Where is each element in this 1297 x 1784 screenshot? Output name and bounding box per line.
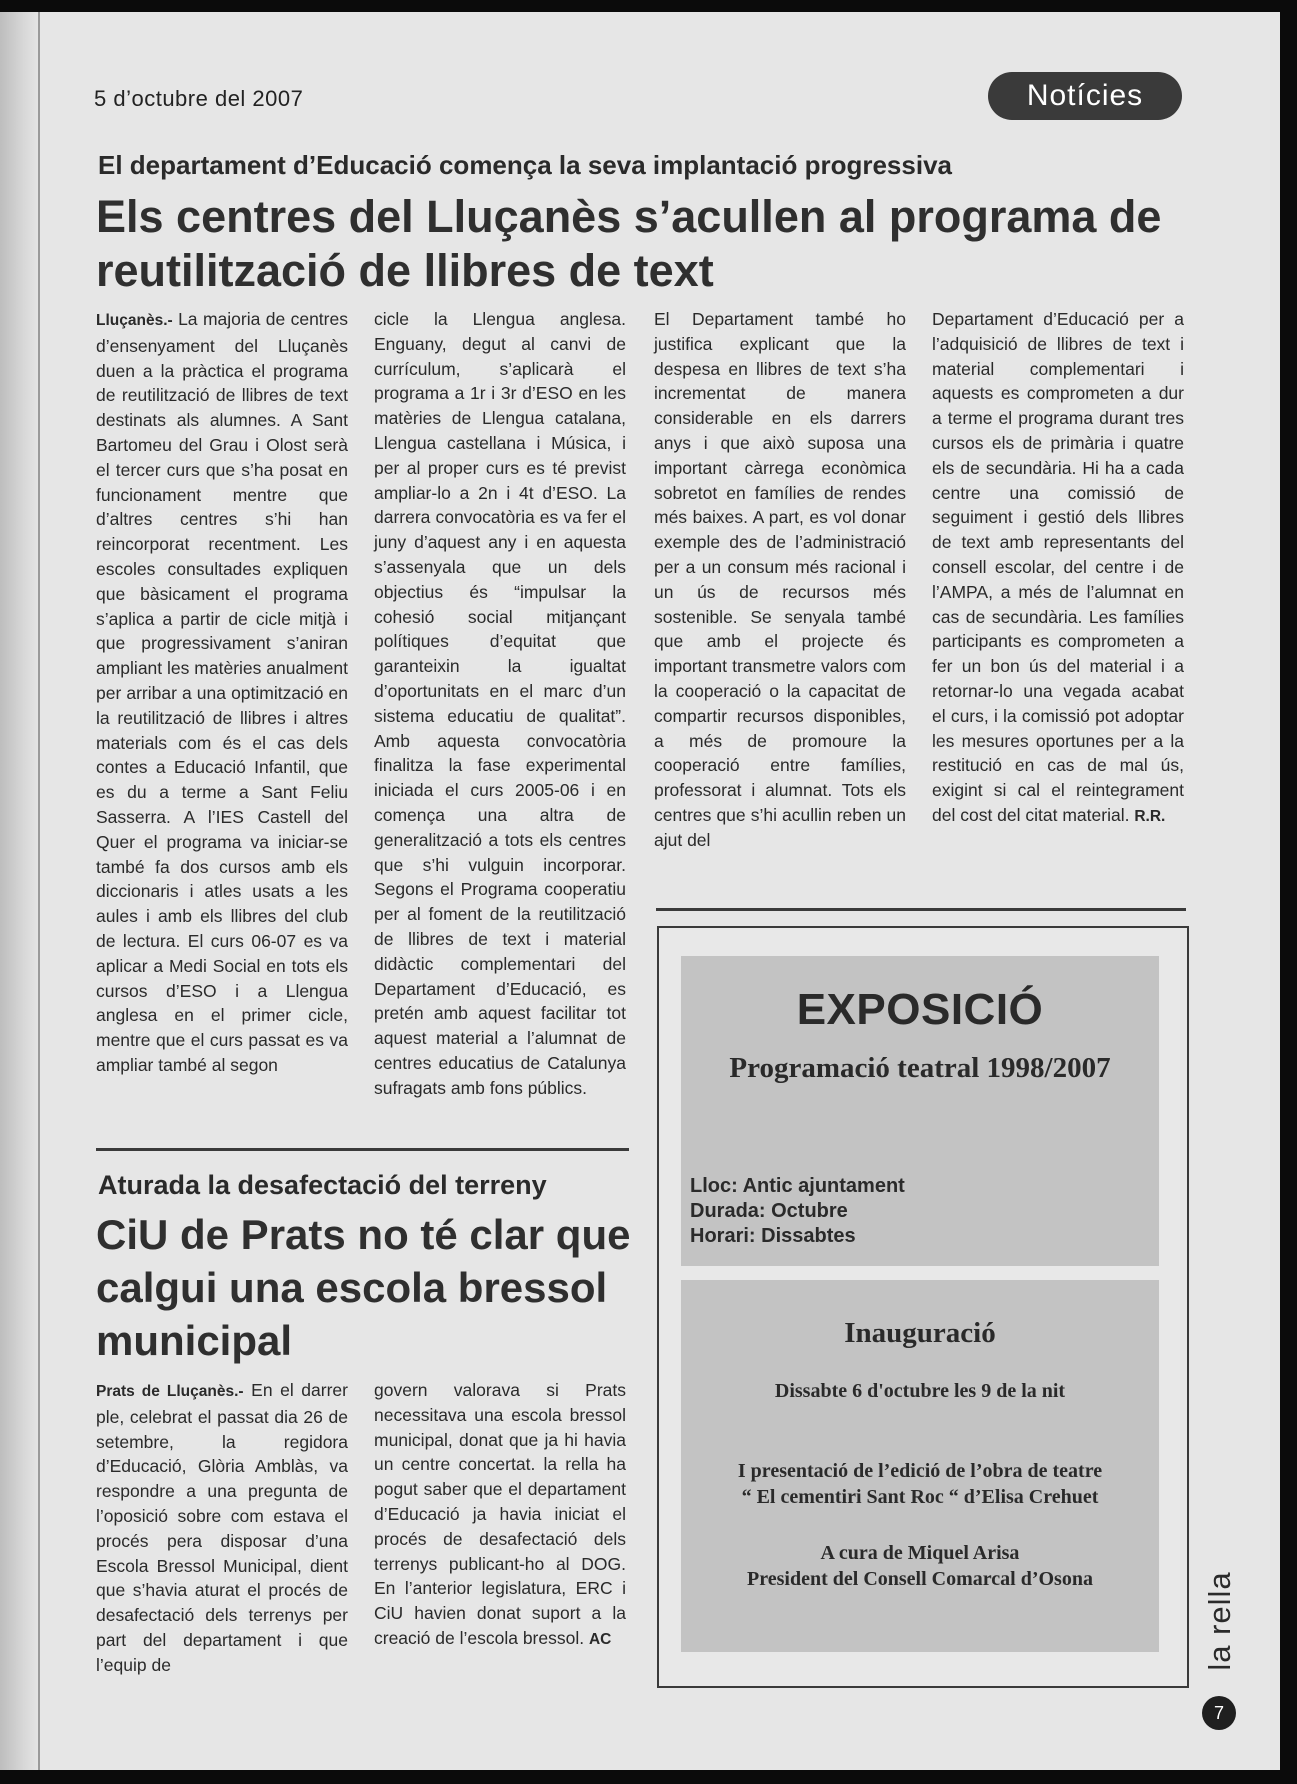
presentation-line-1: I presentació de l’edició de l’obra de teatre [737,1460,1103,1482]
article1-column-3 [654,307,906,853]
article1-column-4-text: Departament d’Educació per a l’adquisició de llibres de text i material complementari i aquests es comprometen a dur a terme el programa durant tres cursos els de primària i quatre els de secundària. Hi ha a cada centre una comissió de seguiment i gestió dels llibres de text amb representants del consell escolar, del centre i de l’AMPA, a més de l’alumnat en cas de secundària. Les famílies participants es comprometen a fer un bon ús del material i a retornar-lo una vegada acabat el curs, i la comissió pot adoptar les mesures oportunes per a la restitució en cas de mal ús, exigint si cal el reintegrament del cost del citat material. [932,309,1184,825]
page-gutter [0,12,40,1770]
inauguration-date: Dissabte 6 d'octubre les 9 de la nit [774,1380,1066,1402]
page-number: 7 [1202,1696,1236,1730]
poster-title: EXPOSICIÓ [796,985,1044,1034]
issue-date: 5 d’octubre del 2007 [94,86,304,111]
article-divider [96,1148,629,1151]
article2-column-2-text: govern valorava si Prats necessitava una escola bressol municipal, donat que ja hi havia un centre concertat. la rella ha pogut saber que el departament d’Educació ja havia iniciat el procés de desafectació dels terrenys publicant-ho al DOG. En l’anterior legislatura, ERC i CiU havien donat suport a la creació de l’escola bressol. [374,1380,626,1648]
article1-signature: R.R. [1134,807,1166,825]
column-rule [656,908,1186,911]
article1-column-4 [932,307,1184,830]
article2-headline: CiU de Prats no té clar que calgui una escola bressol municipal [96,1211,631,1364]
brand-logo [1195,1571,1245,1671]
poster-info-place: Lloc: Antic ajuntament [690,1175,905,1197]
brand-text: la rella [1202,1571,1237,1671]
article1-column-1-text: La majoria de centres d’ensenyament del Lluçanès duen a la pràctica el programa de reutilització de llibres de text destinats als alumnes. A Sant Bartomeu del Grau i Olost serà el tercer curs que s’ha posat en funcionament mentre que d’altres centres s’hi han reincorporat recentment. Les escoles consultades expliquen que bàsicament el programa s’aplica a partir de cicle mitjà i que progressivament s’aniran ampliant les matèries anualment per arribar a una optimització en la reutilització de llibres i altres materials com és el cas dels contes a Educació Infantil, que es du a terme a Sant Feliu Sasserra. A l’IES Castell del Quer el programa va iniciar-se també fa dos cursos amb els diccionaris i atles usats a les aules i amb els llibres del club de lectura. El curs 06-07 es va aplicar a Medi Social en tots els cursos d’ESO i a Llengua anglesa en el primer cicle, mentre que el curs passat es va ampliar també al segon [96,309,348,1075]
article2-lead: Prats de Lluçanès.- [96,1383,244,1400]
article2-signature: AC [588,1630,612,1648]
poster-info-schedule: Horari: Dissabtes [690,1225,856,1247]
curator-line-2: President del Consell Comarcal d’Osona [747,1568,1093,1590]
article1-column-2 [374,307,626,1101]
article1-headline: Els centres del Lluçanès s’acullen al programa de reutilització de llibres de text [96,191,1162,296]
inauguration-title: Inauguració [844,1317,996,1349]
gutter-line [38,12,40,1770]
poster-subtitle: Programació teatral 1998/2007 [729,1052,1111,1084]
section-badge: Notícies [988,72,1182,120]
article1-column-2-text: cicle la Llengua anglesa. Enguany, degut al canvi de currículum, s’aplicarà el programa a 1r i 3r d’ESO en les matèries de Llengua catalana, Llengua castellana i Música, i per al proper curs es té previst ampliar-lo a 2n i 4t d’ESO. La darrera convocatòria es va fer el juny d’aquest any i en aquesta s’assenyala que un dels objectius és “impulsar la cohesió social mitjançant polítiques d’equitat que garanteixin la igualtat d’oportunitats en el marc d’un sistema educatiu de qualitat”. Amb aquesta convocatòria finalitza la fase experimental iniciada el curs 2005-06 i en comença una altra de generalització a tots els centres que s’hi vulguin incorporar. Segons el Programa cooperatiu per al foment de la reutilització de llibres de text i material didàctic complementari del Departament d’Educació, es pretén amb aquest facilitar tot aquest material a l’alumnat de centres educatius de Catalunya sufragats amb fons públics. [374,309,626,1098]
article2-column-1 [96,1378,348,1678]
curator-line-1: A cura de Miquel Arisa [820,1542,1020,1564]
article2-kicker: Aturada la desafectació del terreny [98,1170,547,1200]
presentation-line-2: “ El cementiri Sant Roc “ d’Elisa Crehuet [741,1486,1099,1508]
article1-column-3-text: El Departament també ho justifica explicant que la despesa en llibres de text s’ha incrementat de manera considerable en els darrers anys i que això suposa una important càrrega econòmica sobretot en famílies de rendes més baixes. A part, es vol donar exemple des de l’administració per a un consum més racional i un ús de recursos més sostenible. Se senyala també que amb el projecte és important transmetre valors com la cooperació o la capacitat de compartir recursos disponibles, a més de promoure la cooperació entre famílies, professorat i alumnat. Tots els centres que s’hi acullin reben un ajut del [654,309,906,850]
article2-column-1-text: En el darrer ple, celebrat el passat dia 26 de setembre, la regidora d’Educació, Glòria Amblàs, va respondre a una pregunta de l’oposició sobre com estava el procés pera disposar d’una Escola Bressol Municipal, dient que s’havia aturat el procés de desafectació dels terrenys per part del departament i que l’equip de [96,1380,348,1675]
article1-lead: Lluçanès.- [96,312,173,329]
poster-info-duration: Durada: Octubre [690,1200,848,1222]
article1-column-1 [96,307,348,1078]
article1-kicker: El departament d’Educació comença la seva implantació progressiva [98,150,952,180]
poster-info [690,1174,1150,1249]
article2-column-2 [374,1378,626,1653]
